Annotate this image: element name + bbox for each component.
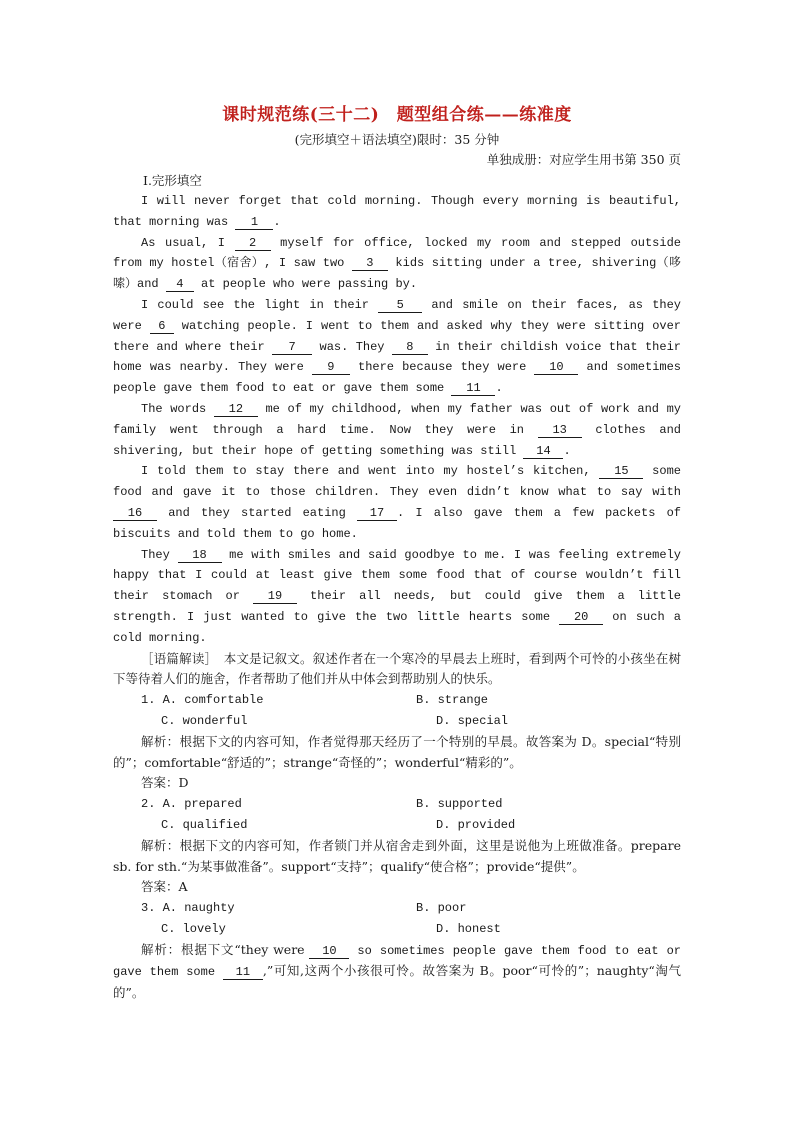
- passage-paragraph-3: I could see the light in their 5 and smile on their faces, as they were 6 watching people. I went to them and asked why they were sitting over there and where their 7 was. They 8 in their childish voice that their home was nearby. They were 9 there because they were 10 and sometimes people gave them food to eat or gave them some 11 .: [113, 297, 682, 396]
- q2-option-d: D. provided: [436, 817, 516, 832]
- q1-option-b: B. strange: [416, 693, 489, 708]
- blank-2: 2: [235, 236, 271, 251]
- blank-5: 5: [378, 298, 422, 313]
- q2-option-b: B. supported: [416, 797, 503, 812]
- blank-10: 10: [534, 360, 578, 375]
- section-title: Ⅰ.完形填空: [143, 173, 202, 188]
- q3-ref-blank-10: 10: [309, 944, 349, 959]
- q2-answer: 答案：A: [141, 879, 188, 895]
- question-2-options-row-2: [113, 815, 681, 836]
- blank-13: 13: [538, 423, 582, 438]
- question-1-options-row-1: [113, 690, 681, 711]
- question-3-options-row-2: [113, 919, 681, 940]
- blank-12: 12: [214, 402, 258, 417]
- q1-option-a: 1. A. comfortable: [141, 693, 264, 708]
- q2-option-c: C. qualified: [161, 817, 248, 832]
- blank-16: 16: [113, 506, 157, 521]
- blank-20: 20: [559, 610, 603, 625]
- reading-note: ［语篇解读］ 本文是记叙文。叙述作者在一个寒冷的早晨去上班时，看到两个可怜的小孩坐在树下等待着人们的施舍，作者帮助了他们并从中体会到帮助别人的快乐。: [113, 650, 681, 687]
- blank-4: 4: [166, 277, 194, 292]
- page-title: 课时规范练(三十二) 题型组合练——练准度: [222, 105, 572, 125]
- passage-paragraph-4: The words 12 me of my childhood, when my father was out of work and my family went through a hard time. Now they were in 13 clothes and shivering, but their hope of getting something was still 14 .: [113, 401, 681, 458]
- blank-17: 17: [357, 506, 397, 521]
- page-subtitle: (完形填空＋语法填空)限时：35 分钟: [294, 132, 500, 147]
- passage-paragraph-1: I will never forget that cold morning. Though every morning is beautiful, that morning was 1 .: [113, 194, 681, 229]
- q3-option-c: C. lovely: [161, 921, 226, 936]
- q3-ref-blank-11: 11: [223, 965, 263, 980]
- question-1-options-row-2: [113, 711, 681, 732]
- worksheet-page: [113, 100, 681, 1005]
- blank-7: 7: [272, 340, 312, 355]
- q1-option-d: D. special: [436, 713, 509, 728]
- q3-option-b: B. poor: [416, 901, 467, 916]
- question-3-options-row-1: [113, 898, 681, 919]
- q1-option-c: C. wonderful: [161, 713, 248, 728]
- blank-3: 3: [352, 256, 388, 271]
- passage-paragraph-5: I told them to stay there and went into my hostel’s kitchen, 15 some food and gave it to those children. They even didn’t know what to say with 16 and they started eating 17 . I also gave them a few packets of biscuits and told them to go home.: [113, 464, 681, 541]
- blank-14: 14: [523, 444, 563, 459]
- book-page-note: 单独成册：对应学生用书第 350 页: [486, 152, 681, 167]
- q1-analysis: 解析：根据下文的内容可知，作者觉得那天经历了一个特别的早晨。故答案为 D。special“特别的”；comfortable“舒适的”；strange“奇怪的”；wonderful“精彩的”。: [113, 733, 681, 770]
- blank-9: 9: [312, 360, 350, 375]
- blank-6: 6: [150, 319, 174, 334]
- blank-8: 8: [392, 340, 428, 355]
- blank-18: 18: [178, 548, 222, 563]
- q1-answer: 答案：D: [141, 775, 189, 791]
- q2-option-a: 2. A. prepared: [141, 797, 242, 812]
- blank-15: 15: [599, 464, 643, 479]
- blank-1: 1: [235, 215, 273, 230]
- q2-analysis: 解析：根据下文的内容可知，作者锁门并从宿舍走到外面，这里是说他为上班做准备。prepare sb. for sth.“为某事做准备”。support“支持”；qualify“使合格”；provide“提供”。: [113, 837, 681, 874]
- q3-option-d: D. honest: [436, 921, 501, 936]
- blank-19: 19: [253, 589, 297, 604]
- passage-paragraph-2: As usual, I 2 myself for office, locked my room and stepped outside from my hostel（宿舍）, I saw two 3 kids sitting under a tree, shivering（哆嗦）and 4 at people who were passing by.: [113, 235, 681, 292]
- passage-paragraph-6: They 18 me with smiles and said goodbye to me. I was feeling extremely happy that I could at least give them some food that of course wouldn’t fill their stomach or 19 their all needs, but could give them a little strength. I just wanted to give the two little hearts some 20 on such a cold morning.: [113, 547, 681, 645]
- question-2-options-row-1: [113, 794, 681, 815]
- q3-option-a: 3. A. naughty: [141, 901, 235, 916]
- blank-11: 11: [451, 381, 495, 396]
- q3-analysis: 解析：根据下文“they were 10 so sometimes people gave them food to eat or gave them some 11 ,”可知,这两个小孩很可怜。故答案为 B。poor“可怜的”；naughty“淘气的”。: [113, 941, 681, 1001]
